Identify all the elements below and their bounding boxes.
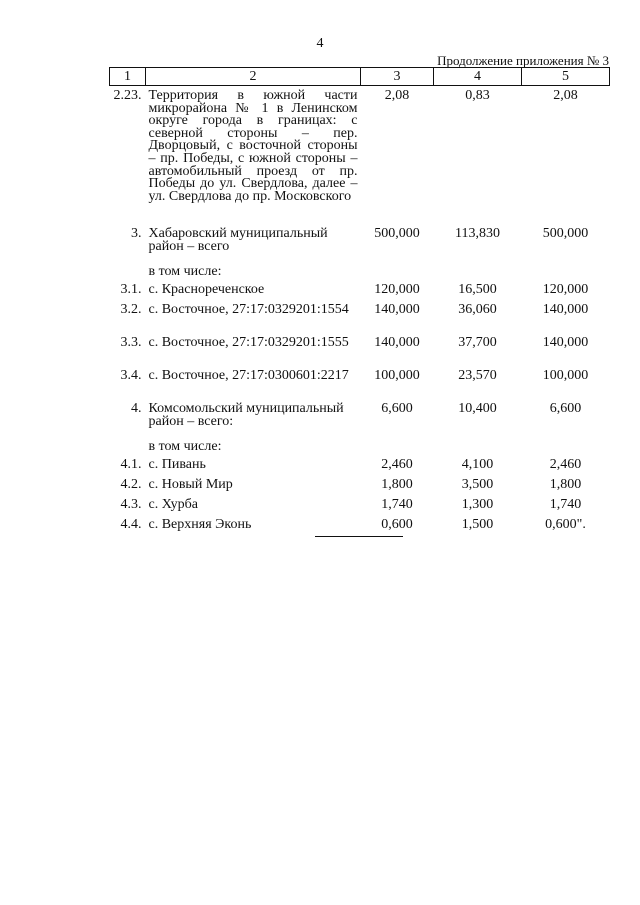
row-value-col5: 100,000 xyxy=(542,368,589,383)
table-row xyxy=(110,403,610,441)
header-row xyxy=(110,68,610,86)
row-value-col4: 1,500 xyxy=(461,517,494,532)
row-name: с. Пивань xyxy=(148,457,206,472)
row-value-col5: 2,460 xyxy=(549,457,582,472)
row-number: 3. xyxy=(131,226,142,241)
table-row xyxy=(110,284,610,304)
table-row xyxy=(110,370,610,403)
row-value-col3: 100,000 xyxy=(374,368,420,383)
row-value-col5: 2,08 xyxy=(553,88,578,103)
row-name: с. Верхняя Эконь xyxy=(148,517,252,532)
header-col-4: 4 xyxy=(434,68,522,86)
row-name: с. Восточное, 27:17:0300601:2217 xyxy=(148,368,349,383)
row-value-col5: 1,800 xyxy=(549,477,582,492)
row-value-col3: 6,600 xyxy=(381,401,413,416)
row-value-col3: 1,740 xyxy=(381,497,413,512)
row-number: 4.1. xyxy=(120,457,142,472)
row-name: Хабаровский муниципальный район – всего xyxy=(148,226,328,254)
table-row xyxy=(110,228,610,266)
row-name: с. Восточное, 27:17:0329201:1554 xyxy=(148,302,349,317)
row-name: с. Восточное, 27:17:0329201:1555 xyxy=(148,335,349,350)
row-number: 3.2. xyxy=(120,302,142,317)
row-value-col3: 500,000 xyxy=(374,226,420,241)
row-value-col3: 0,600 xyxy=(381,517,413,532)
row-value-col4: 10,400 xyxy=(458,401,497,416)
row-value-col4: 16,500 xyxy=(458,282,497,297)
row-value-col3: 1,800 xyxy=(381,477,413,492)
row-number: 4.4. xyxy=(120,517,142,532)
row-name: с. Краснореченское xyxy=(148,282,265,297)
header-col-3: 3 xyxy=(361,68,434,86)
table-row xyxy=(110,479,610,499)
table-row xyxy=(110,304,610,337)
row-name: в том числе: xyxy=(148,439,222,454)
row-value-col4: 4,100 xyxy=(461,457,494,472)
row-name: в том числе: xyxy=(148,264,222,279)
row-value-col5: 140,000 xyxy=(542,302,589,317)
header-col-2: 2 xyxy=(146,68,361,86)
row-name: Территория в южной части микрорайона № 1 в Ленинском округе города в границах: с северной стороны – пер. Дворцовый, с восточной стороны – пр. Победы, с южной стороны – автомобильный проезд от пр. Победы до ул. Свердлова, далее – ул. Свердлова до пр. Московского xyxy=(148,88,358,204)
row-value-col5: 1,740 xyxy=(549,497,582,512)
table-row xyxy=(110,337,610,370)
row-value-col4: 0,83 xyxy=(465,88,490,103)
row-number: 3.3. xyxy=(120,335,142,350)
row-value-col4: 113,830 xyxy=(455,226,500,241)
header-col-5: 5 xyxy=(522,68,610,86)
row-value-col3: 120,000 xyxy=(374,282,420,297)
appendix-continuation-note: Продолжение приложения № 3 xyxy=(437,53,609,68)
header-col-1: 1 xyxy=(110,68,146,86)
row-value-col5: 140,000 xyxy=(542,335,589,350)
row-number: 3.1. xyxy=(120,282,142,297)
row-value-col3: 2,08 xyxy=(384,88,410,103)
row-value-col4: 1,300 xyxy=(461,497,494,512)
row-number: 3.4. xyxy=(120,368,142,383)
row-value-col4: 23,570 xyxy=(458,368,497,383)
row-name: с. Новый Мир xyxy=(148,477,233,492)
row-number: 4.2. xyxy=(120,477,142,492)
row-name: с. Хурба xyxy=(148,497,198,512)
row-value-col4: 37,700 xyxy=(458,335,497,350)
page-number: 4 xyxy=(316,36,324,51)
row-value-col5: 0,600". xyxy=(545,517,586,532)
row-value-col5: 120,000 xyxy=(542,282,589,297)
row-name: Комсомольский муниципальный район – всего: xyxy=(148,401,344,429)
table-header xyxy=(110,68,610,86)
end-divider-line xyxy=(315,536,403,537)
row-number: 4.3. xyxy=(120,497,142,512)
row-value-col4: 36,060 xyxy=(458,302,497,317)
row-value-col3: 140,000 xyxy=(374,335,420,350)
table-row xyxy=(110,459,610,479)
table-row xyxy=(110,499,610,519)
row-value-col3: 2,460 xyxy=(381,457,413,472)
row-number: 4. xyxy=(131,401,142,416)
table-row xyxy=(110,86,610,229)
row-value-col3: 140,000 xyxy=(374,302,420,317)
row-value-col4: 3,500 xyxy=(461,477,494,492)
data-table xyxy=(109,67,610,539)
row-value-col5: 6,600 xyxy=(549,401,582,416)
row-number: 2.23. xyxy=(113,88,142,103)
row-value-col5: 500,000 xyxy=(542,226,589,241)
